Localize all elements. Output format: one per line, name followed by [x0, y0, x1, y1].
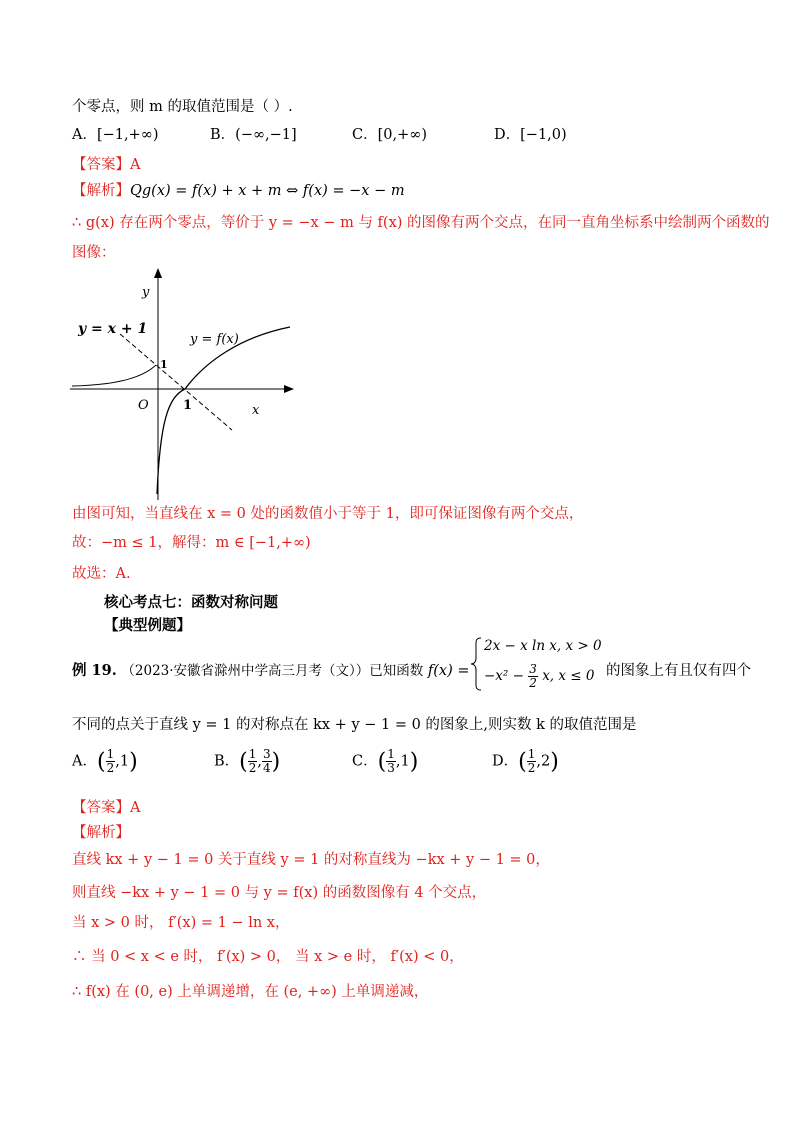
option-b-value: (−∞,−1]: [235, 127, 297, 143]
section-title: 核心考点七：函数对称问题: [104, 594, 278, 611]
option-a-label: A．: [72, 127, 97, 143]
x-intercept-label: 1: [183, 398, 193, 413]
option-b-label: B．: [210, 127, 236, 143]
example-source: （2023·安徽省滁州中学高三月考（文））已知函数: [121, 663, 424, 679]
analysis-line-3: 图像：: [72, 245, 116, 261]
example-option-c[interactable]: C．( $\frac{1}{3}$ ,1): [352, 747, 419, 775]
example-19-stem-line-2: 不同的点关于直线 y = 1 的对称点在 kx + y − 1 = 0 的图象上,则实数 k 的取值范围是: [72, 717, 637, 733]
option-c-value: [0,+∞): [377, 127, 427, 143]
piece-1: 2x − x ln x, x > 0: [484, 638, 602, 654]
analysis-line-1: [72, 180, 405, 202]
curve-right-branch: [157, 327, 290, 494]
dashed-line: [120, 334, 232, 430]
option-a[interactable]: [72, 123, 159, 144]
example-19-stem-line-1: [72, 660, 470, 682]
option-d[interactable]: [494, 123, 567, 144]
conclusion-line-3: 故选：A.: [72, 566, 131, 582]
analysis-formula: Qg(x) = f(x) + x + m ⇔ f(x) = −x − m: [130, 183, 405, 199]
x-axis-label: x: [252, 403, 260, 418]
y-axis-arrow: [154, 268, 162, 278]
piece-2-b: x, x ≤ 0: [542, 668, 595, 684]
conclusion-line-2: 故：−m ≤ 1，解得：m ∈ [−1,+∞): [72, 535, 311, 551]
solution-line-1: 直线 kx + y − 1 = 0 关于直线 y = 1 的对称直线为 −kx + y − 1 = 0，: [72, 852, 550, 868]
option-d-value: [−1,0): [520, 127, 567, 143]
example-answer-tag: 【答案】A: [72, 800, 141, 816]
y-intercept-label: 1: [160, 358, 168, 371]
answer-tag: 【答案】A: [72, 157, 141, 173]
analysis-line-2: ∴ g(x) 存在两个零点，等价于 y = −x − m 与 f(x) 的图像有两个交点，在同一直角坐标系中绘制两个函数的: [72, 215, 770, 231]
question-stem-tail: 个零点，则 m 的取值范围是（ ）.: [72, 99, 293, 115]
curve-equation-label: y = f(x): [190, 332, 239, 347]
conclusion-line-1: 由图可知，当直线在 x = 0 处的函数值小于等于 1，即可保证图像有两个交点，: [72, 506, 584, 522]
x-axis-arrow: [284, 385, 294, 393]
example-option-a[interactable]: A．( $\frac{1}{2}$ ,1): [72, 747, 138, 775]
brace-icon: [470, 636, 482, 692]
curve-left-branch: [72, 365, 156, 386]
piece-2-a: −x² −: [484, 668, 524, 684]
section-subtitle: 【典型例题】: [104, 617, 191, 634]
function-name: f(x) =: [427, 663, 470, 679]
option-c[interactable]: [352, 123, 427, 144]
option-b[interactable]: [210, 123, 297, 144]
line-equation-label: y = x + 1: [78, 321, 148, 337]
piece-2: [484, 663, 594, 690]
option-d-label: D．: [494, 127, 521, 143]
origin-label: O: [138, 398, 149, 413]
y-axis-label: y: [142, 285, 150, 300]
example-option-d[interactable]: D．( $\frac{1}{2}$ ,2): [492, 747, 559, 775]
solution-line-4: ∴ 当 0 < x < e 时， f′(x) > 0， 当 x > e 时， f′(x) < 0，: [72, 949, 464, 965]
example-stem-end: 的图象上有且仅有四个: [606, 663, 751, 679]
example-analysis-tag: 【解析】: [72, 825, 130, 841]
example-label: 例 19.: [72, 662, 117, 679]
piece-2-fraction: $\frac{3}{2}$: [529, 662, 537, 690]
option-c-label: C．: [352, 127, 378, 143]
solution-line-2: 则直线 −kx + y − 1 = 0 与 y = f(x) 的函数图像有 4 个交点，: [72, 885, 487, 901]
solution-line-5: ∴ f(x) 在 (0, e) 上单调递增，在 (e, +∞) 上单调递减，: [72, 984, 429, 1000]
example-option-b[interactable]: B．( $\frac{1}{2}$ , $\frac{3}{4}$ ): [214, 747, 281, 775]
option-a-value: [−1,+∞): [96, 127, 159, 143]
analysis-tag: 【解析】: [72, 183, 130, 199]
solution-line-3: 当 x > 0 时， f′(x) = 1 − ln x，: [72, 915, 290, 931]
function-graph: [70, 262, 300, 502]
